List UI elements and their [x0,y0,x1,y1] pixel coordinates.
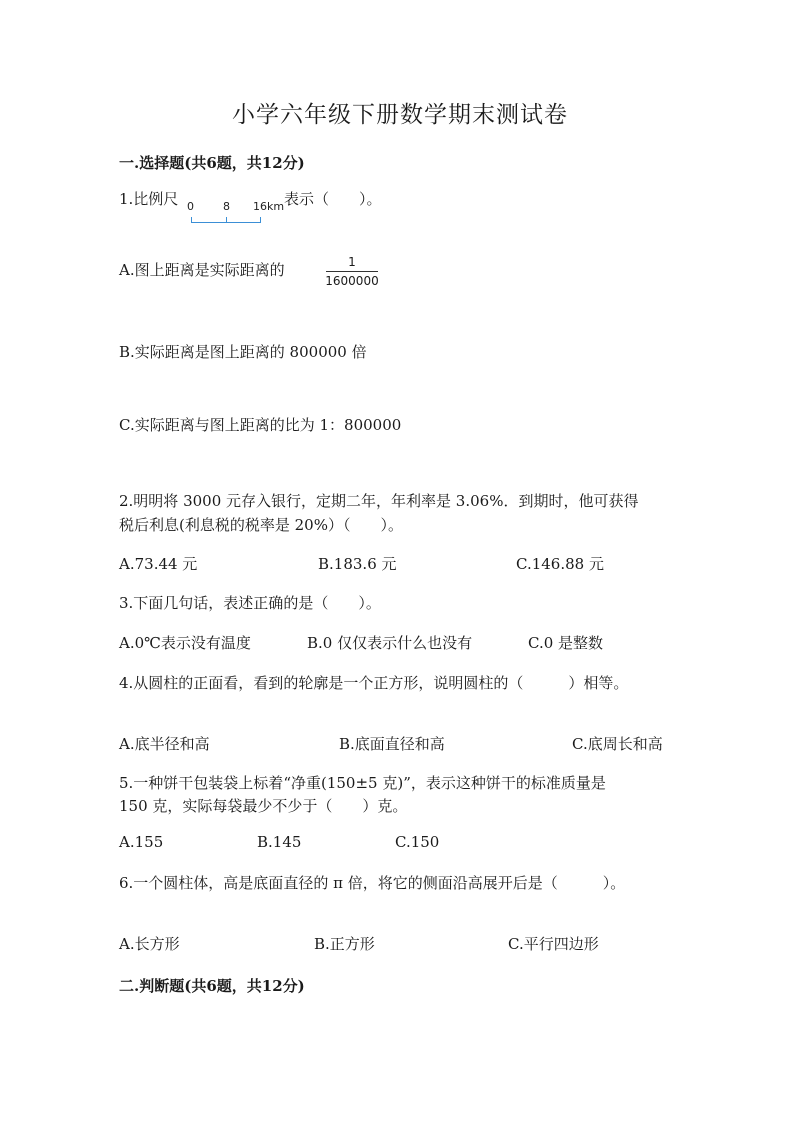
question-1-option-b: B.实际距离是图上距离的 800000 倍 [119,343,367,361]
question-3-option-c: C.0 是整数 [528,634,604,652]
question-6-text: 6.一个圆柱体，高是底面直径的 π 倍，将它的侧面沿高展开后是（ ）。 [119,874,626,892]
question-2-option-c: C.146.88 元 [516,555,604,573]
question-6-option-b: B.正方形 [314,935,375,953]
question-6-option-a: A.长方形 [119,935,180,953]
question-3-option-a: A.0℃表示没有温度 [119,634,251,652]
section-heading-choice: 一.选择题(共6题，共12分) [119,154,305,172]
question-3-text: 3.下面几句话，表述正确的是（ ）。 [119,594,381,612]
fraction [322,255,382,288]
question-5-option-c: C.150 [395,833,440,851]
question-1-option-c: C.实际距离与图上距离的比为 1：800000 [119,416,402,434]
question-2-line-1: 2.明明将 3000 元存入银行，定期二年，年利率是 3.06%．到期时，他可获得 [119,492,639,510]
question-1-prefix: 1.比例尺 [119,190,179,208]
question-4-text: 4.从圆柱的正面看，看到的轮廓是一个正方形，说明圆柱的（ ）相等。 [119,674,629,692]
question-5-line-1: 5.一种饼干包装袋上标着“净重(150±5 克)”，表示这种饼干的标准质量是 [119,774,606,792]
fraction-bar [326,271,378,272]
scale-label-16km: 16km [253,200,285,213]
fraction-numerator: 1 [348,255,356,269]
scale-label-0: 0 [187,200,194,213]
question-4-option-b: B.底面直径和高 [339,735,445,753]
section-heading-judgment: 二.判断题(共6题，共12分) [119,977,305,995]
question-6-option-c: C.平行四边形 [508,935,599,953]
question-5-option-b: B.145 [257,833,302,851]
question-5-line-2: 150 克，实际每袋最少不少于（ ）克。 [119,797,408,815]
page-title: 小学六年级下册数学期末测试卷 [232,102,568,128]
question-3-option-b: B.0 仅仅表示什么也没有 [307,634,473,652]
question-5-option-a: A.155 [119,833,164,851]
question-1-option-a: A.图上距离是实际距离的 [119,261,285,279]
question-1-suffix: 表示（ ）。 [284,190,382,208]
question-2-line-2: 税后利息(利息税的税率是 20%）（ ）。 [119,516,403,534]
fraction-denominator: 1600000 [325,274,379,288]
scale-bar-mid-tick [226,217,227,223]
question-4-option-a: A.底半径和高 [119,735,210,753]
question-4-option-c: C.底周长和高 [572,735,663,753]
scale-label-8: 8 [223,200,230,213]
question-2-option-a: A.73.44 元 [119,555,198,573]
scale-bar [185,200,285,230]
question-2-option-b: B.183.6 元 [318,555,397,573]
